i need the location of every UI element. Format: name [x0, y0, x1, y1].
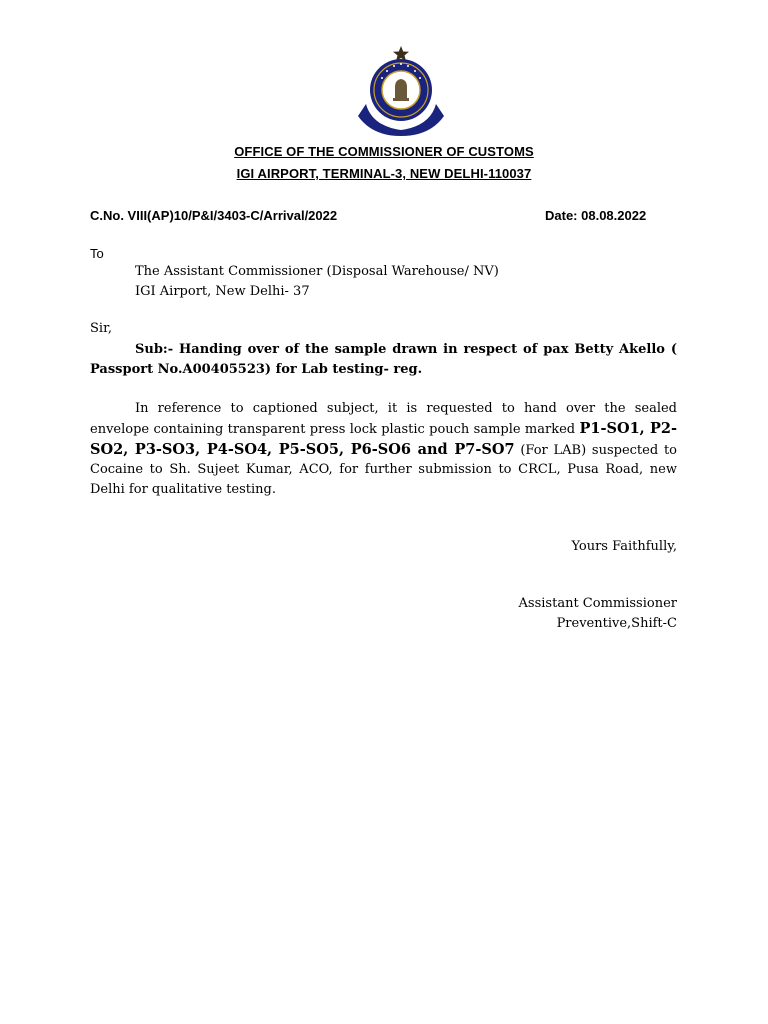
addressee-location: IGI Airport, New Delhi- 37 [135, 284, 310, 299]
body-text-part2: (For LAB) suspected to Cocaine to Sh. Sujeet Kumar, ACO, for further submission to CRCL, Pusa Road, new Delhi for qualitative testing. [90, 442, 677, 498]
office-address: IGI AIRPORT, TERMINAL-3, NEW DELHI-110037 [236, 166, 532, 181]
body-paragraph [90, 399, 677, 500]
sign-off: Yours Faithfully, [571, 539, 677, 554]
addressee-designation: The Assistant Commissioner (Disposal Warehouse/ NV) [135, 264, 499, 279]
signatory-designation: Assistant Commissioner [518, 596, 677, 611]
file-number: C.No. VIII(AP)10/P&I/3403-C/Arrival/2022 [90, 208, 338, 223]
signatory-unit: Preventive,Shift-C [556, 616, 677, 631]
body-text-part1: In reference to captioned subject, it is requested to hand over the sealed envelope containing transparent press lock plastic pouch sample marked [90, 401, 677, 437]
salutation: Sir, [90, 321, 112, 336]
subject-line: Sub:- Handing over of the sample drawn in respect of pax Betty Akello ( Passport No.A00405523) for Lab testing- reg. [90, 342, 677, 377]
letter-date: Date: 08.08.2022 [545, 208, 647, 223]
sample-marks: P1-SO1, P2-SO2, P3-SO3, P4-SO4, P5-SO5, P6-SO6 and P7-SO7 [90, 419, 677, 458]
to-label: To [90, 246, 104, 261]
office-title: OFFICE OF THE COMMISSIONER OF CUSTOMS [234, 144, 534, 159]
customs-emblem-icon [352, 42, 450, 136]
